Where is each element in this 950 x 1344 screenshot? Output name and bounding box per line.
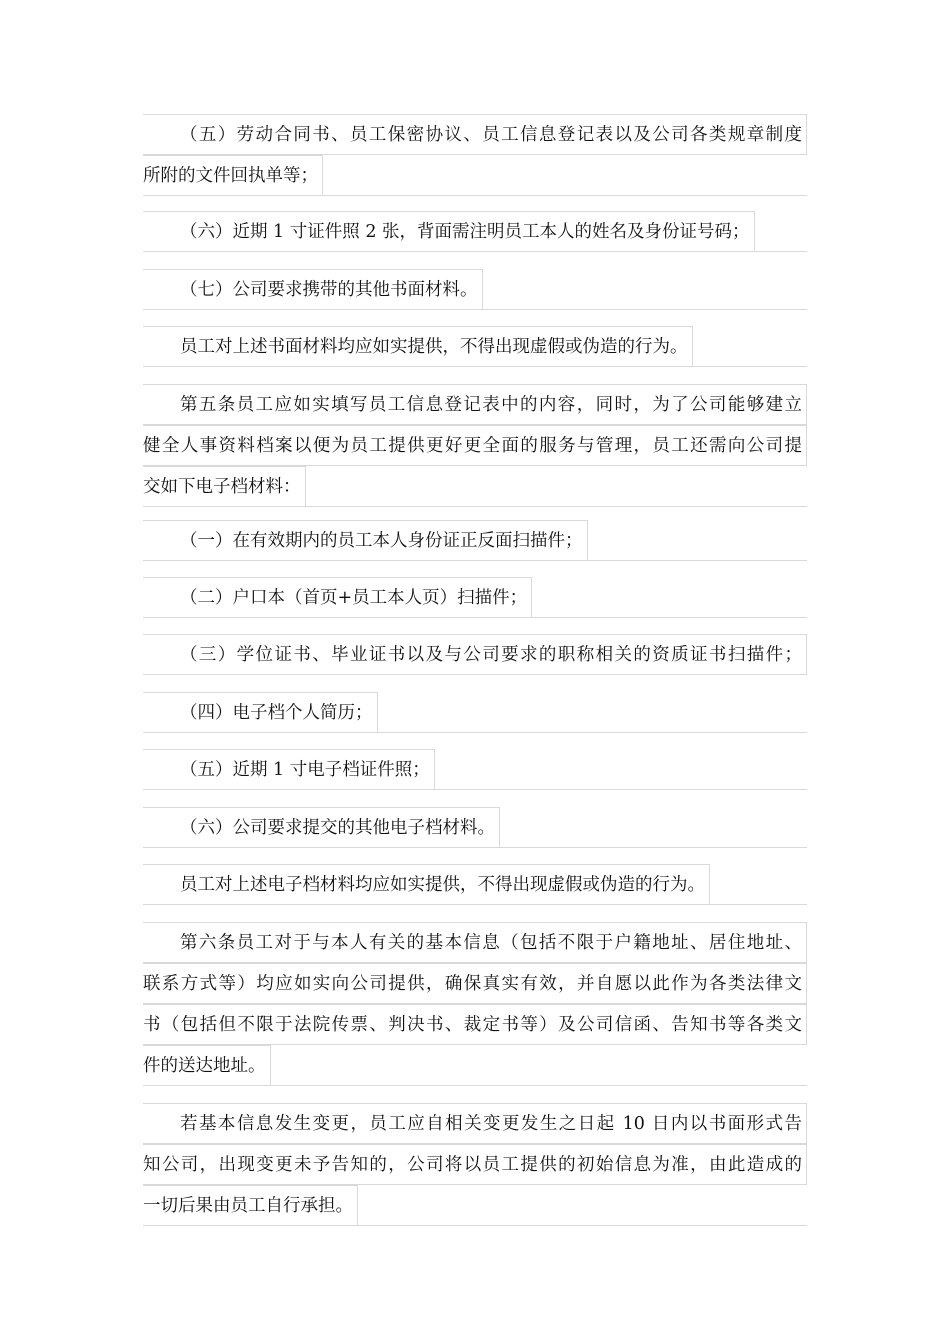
text-line <box>143 269 807 310</box>
paragraph-e-item-5-photo <box>143 749 807 790</box>
text-line-content: 第五条员工应如实填写员工信息登记表中的内容，同时，为了公司能够建立 <box>143 384 807 424</box>
text-line <box>143 211 807 252</box>
paragraph-e-item-2-household-register <box>143 577 807 618</box>
text-line <box>143 922 807 963</box>
paragraph-electronic-materials-truthful <box>143 864 807 905</box>
text-line <box>143 466 807 507</box>
text-line <box>143 807 807 848</box>
text-line-content: 书（包括但不限于法院传票、判决书、裁定书等）及公司信函、告知书等各类文 <box>143 1004 807 1044</box>
text-line <box>143 577 807 618</box>
text-line <box>143 520 807 561</box>
text-line-content: 交如下电子档材料： <box>143 466 306 506</box>
text-line <box>143 114 807 155</box>
text-line <box>143 155 807 196</box>
text-line-content: （二）户口本（首页+员工本人页）扫描件； <box>143 577 532 617</box>
text-line-content: 员工对上述电子档材料均应如实提供，不得出现虚假或伪造的行为。 <box>143 864 710 904</box>
text-line-content: 一切后果由员工自行承担。 <box>143 1185 358 1225</box>
text-line-content: 联系方式等）均应如实向公司提供，确保真实有效，并自愿以此作为各类法律文 <box>143 963 807 1003</box>
paragraph-e-item-6-other <box>143 807 807 848</box>
text-line-content: 第六条员工对于与本人有关的基本信息（包括不限于户籍地址、居住地址、 <box>143 922 807 962</box>
text-line-content: 所附的文件回执单等； <box>143 155 323 195</box>
text-line <box>143 749 807 790</box>
text-line <box>143 1045 807 1086</box>
text-line-content: （四）电子档个人简历； <box>143 692 378 732</box>
text-line-content: （六）公司要求提交的其他电子档材料。 <box>143 807 500 847</box>
paragraph-written-materials-truthful <box>143 326 807 367</box>
paragraph-article-6 <box>143 922 807 1086</box>
paragraph-item-7-other-materials <box>143 269 807 310</box>
paragraph-e-item-4-resume <box>143 692 807 733</box>
text-line <box>143 963 807 1004</box>
text-line-content: （五）近期 1 寸电子档证件照； <box>143 749 435 789</box>
text-line <box>143 326 807 367</box>
text-line <box>143 634 807 675</box>
text-line <box>143 692 807 733</box>
text-line <box>143 1004 807 1045</box>
text-line <box>143 1185 807 1226</box>
text-line <box>143 864 807 905</box>
paragraph-e-item-1-id-scan <box>143 520 807 561</box>
paragraph-article-5 <box>143 384 807 507</box>
paragraph-info-change <box>143 1103 807 1226</box>
paragraph-item-5-contract-docs <box>143 114 807 196</box>
paragraph-item-6-photos <box>143 211 807 252</box>
text-line-content: （一）在有效期内的员工本人身份证正反面扫描件； <box>143 520 588 560</box>
text-line <box>143 1103 807 1144</box>
text-line-content: （七）公司要求携带的其他书面材料。 <box>143 269 483 309</box>
text-line-content: 件的送达地址。 <box>143 1045 271 1085</box>
text-line-content: （五）劳动合同书、员工保密协议、员工信息登记表以及公司各类规章制度 <box>143 114 807 154</box>
text-line-content: 若基本信息发生变更，员工应自相关变更发生之日起 10 日内以书面形式告 <box>143 1103 807 1143</box>
text-line-content: 员工对上述书面材料均应如实提供，不得出现虚假或伪造的行为。 <box>143 326 693 366</box>
paragraph-e-item-3-certificates <box>143 634 807 675</box>
text-line-content: 知公司，出现变更未予告知的，公司将以员工提供的初始信息为准，由此造成的 <box>143 1144 807 1184</box>
text-line <box>143 425 807 466</box>
text-line <box>143 1144 807 1185</box>
text-line-content: （六）近期 1 寸证件照 2 张，背面需注明员工本人的姓名及身份证号码； <box>143 211 755 251</box>
text-line <box>143 384 807 425</box>
text-line-content: 健全人事资料档案以便为员工提供更好更全面的服务与管理，员工还需向公司提 <box>143 425 807 465</box>
text-line-content: （三）学位证书、毕业证书以及与公司要求的职称相关的资质证书扫描件； <box>143 634 807 674</box>
